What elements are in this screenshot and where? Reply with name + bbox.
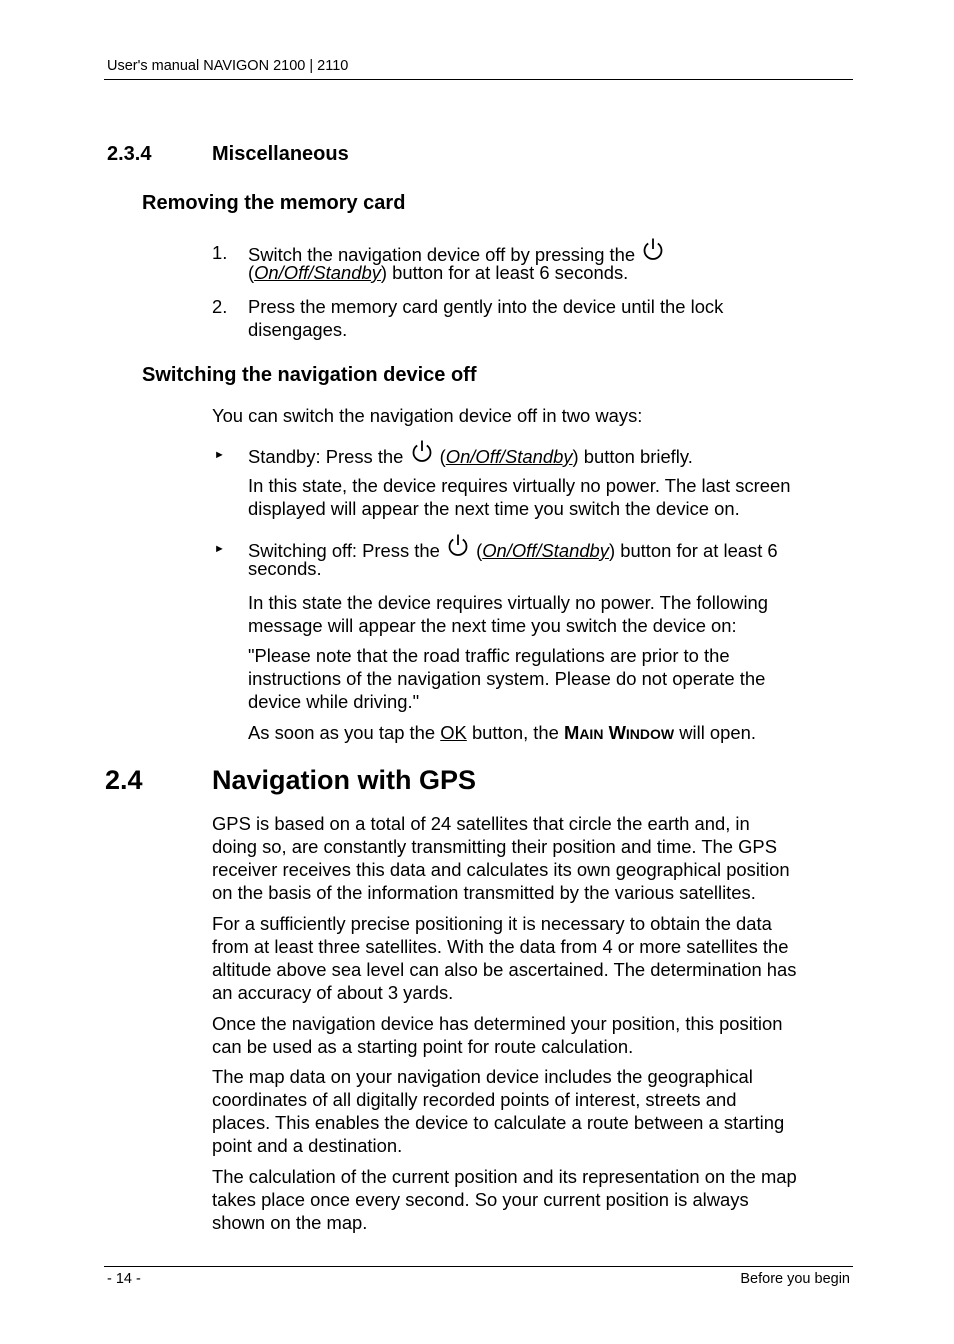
gps-paragraph-2 bbox=[212, 912, 857, 1004]
bullet-switching-off bbox=[248, 532, 857, 580]
off-desc-line: In this state the device requires virtually no power. The following bbox=[248, 592, 768, 613]
section-title: Navigation with GPS bbox=[212, 765, 477, 795]
step-number-1: 1. bbox=[212, 242, 228, 263]
power-icon bbox=[446, 532, 470, 560]
paragraph-line: GPS is based on a total of 24 satellites that circle the earth and, in bbox=[212, 813, 750, 834]
paragraph-line: on the basis of the information transmitted by the various satellites. bbox=[212, 882, 756, 903]
paragraph-line: receiver receives this data and calculates its own geographical position bbox=[212, 859, 790, 880]
paragraph-line: shown on the map. bbox=[212, 1212, 368, 1233]
step-2 bbox=[248, 295, 857, 341]
triangle-bullet-icon: ► bbox=[214, 449, 225, 461]
subheading-switching-off: Switching the navigation device off bbox=[142, 364, 477, 386]
main-window-letter: W bbox=[608, 722, 626, 743]
standby-text: Standby: Press the bbox=[248, 446, 404, 467]
paragraph-line: an accuracy of about 3 yards. bbox=[212, 982, 454, 1003]
quote-line: instructions of the navigation system. Please do not operate the bbox=[248, 668, 766, 689]
gps-paragraph-5 bbox=[212, 1165, 857, 1234]
ok-button-sentence bbox=[248, 721, 857, 746]
main-window-letters: AIN bbox=[579, 726, 604, 742]
running-header: User's manual NAVIGON 2100 | 2110 bbox=[107, 58, 349, 74]
paragraph-line: altitude above sea level can also be ascertained. The determination has bbox=[212, 959, 797, 980]
gps-paragraph-3 bbox=[212, 1012, 857, 1058]
step-1 bbox=[248, 236, 857, 284]
paragraph-line: point and a destination. bbox=[212, 1135, 403, 1156]
footer-rule bbox=[104, 1266, 853, 1267]
gps-paragraph-1 bbox=[212, 812, 857, 904]
switching-intro: You can switch the navigation device off in two ways: bbox=[212, 405, 643, 426]
section-number: 2.3.4 bbox=[107, 143, 152, 165]
standby-description bbox=[248, 474, 857, 520]
bullet-standby bbox=[248, 438, 857, 468]
startup-message-quote bbox=[248, 644, 857, 713]
main-window-letter: M bbox=[563, 722, 580, 743]
triangle-bullet-icon: ► bbox=[214, 543, 225, 555]
switching-off-text: Switching off: Press the bbox=[248, 540, 440, 561]
standby-desc-line: In this state, the device requires virtually no power. The last screen bbox=[248, 475, 791, 496]
section-title: Miscellaneous bbox=[212, 143, 349, 165]
paren-open: ( bbox=[439, 446, 446, 467]
header-rule bbox=[104, 79, 853, 80]
paren-open: ( bbox=[476, 540, 483, 561]
power-icon bbox=[641, 236, 665, 264]
paragraph-line: The map data on your navigation device includes the geographical bbox=[212, 1066, 753, 1087]
paragraph-line: coordinates of all digitally recorded points of interest, streets and bbox=[212, 1089, 737, 1110]
chapter-name: Before you begin bbox=[740, 1271, 850, 1287]
power-icon bbox=[410, 438, 434, 466]
ok-sentence-text: will open. bbox=[679, 722, 756, 743]
step-2-line: disengages. bbox=[248, 319, 348, 340]
step-1-suffix: ) button for at least 6 seconds. bbox=[380, 262, 629, 283]
main-window-letters: INDOW bbox=[625, 726, 675, 742]
paren-open: ( bbox=[248, 262, 255, 283]
paragraph-line: For a sufficiently precise positioning it is necessary to obtain the data bbox=[212, 913, 772, 934]
main-window-ref bbox=[564, 722, 674, 743]
on-off-standby-button-ref: On/Off/Standby bbox=[254, 262, 381, 283]
ok-sentence-text: button, the bbox=[471, 722, 559, 743]
switching-off-suffix: ) button for at least 6 bbox=[608, 540, 778, 561]
on-off-standby-button-ref: On/Off/Standby bbox=[482, 540, 609, 561]
page-number: - 14 - bbox=[107, 1271, 141, 1287]
ok-sentence-text: As soon as you tap the bbox=[248, 722, 436, 743]
quote-line: device while driving." bbox=[248, 691, 420, 712]
section-heading-234 bbox=[107, 143, 807, 169]
quote-line: "Please note that the road traffic regulations are prior to the bbox=[248, 645, 730, 666]
step-2-line: Press the memory card gently into the device until the lock bbox=[248, 296, 724, 317]
section-number: 2.4 bbox=[105, 765, 143, 795]
switching-off-description bbox=[248, 591, 857, 637]
gps-paragraph-4 bbox=[212, 1065, 857, 1157]
paragraph-line: can be used as a starting point for route calculation. bbox=[212, 1036, 634, 1057]
on-off-standby-button-ref: On/Off/Standby bbox=[445, 446, 573, 467]
paragraph-line: The calculation of the current position and its representation on the map bbox=[212, 1166, 797, 1187]
paragraph-line: from at least three satellites. With the data from 4 or more satellites the bbox=[212, 936, 789, 957]
standby-suffix: ) button briefly. bbox=[572, 446, 693, 467]
step-number-2: 2. bbox=[212, 296, 228, 317]
paragraph-line: places. This enables the device to calculate a route between a starting bbox=[212, 1112, 785, 1133]
switching-off-line: seconds. bbox=[248, 558, 322, 579]
ok-button-ref: OK bbox=[440, 722, 467, 743]
section-heading-24 bbox=[105, 765, 805, 799]
paragraph-line: takes place once every second. So your current position is always bbox=[212, 1189, 749, 1210]
paragraph-line: doing so, are constantly transmitting their position and time. The GPS bbox=[212, 836, 777, 857]
off-desc-line: message will appear the next time you switch the device on: bbox=[248, 615, 737, 636]
step-1-text: Switch the navigation device off by pressing the bbox=[248, 244, 636, 265]
standby-desc-line: displayed will appear the next time you switch the device on. bbox=[248, 498, 740, 519]
subheading-removing-memory-card: Removing the memory card bbox=[142, 192, 406, 214]
paragraph-line: Once the navigation device has determined your position, this position bbox=[212, 1013, 783, 1034]
